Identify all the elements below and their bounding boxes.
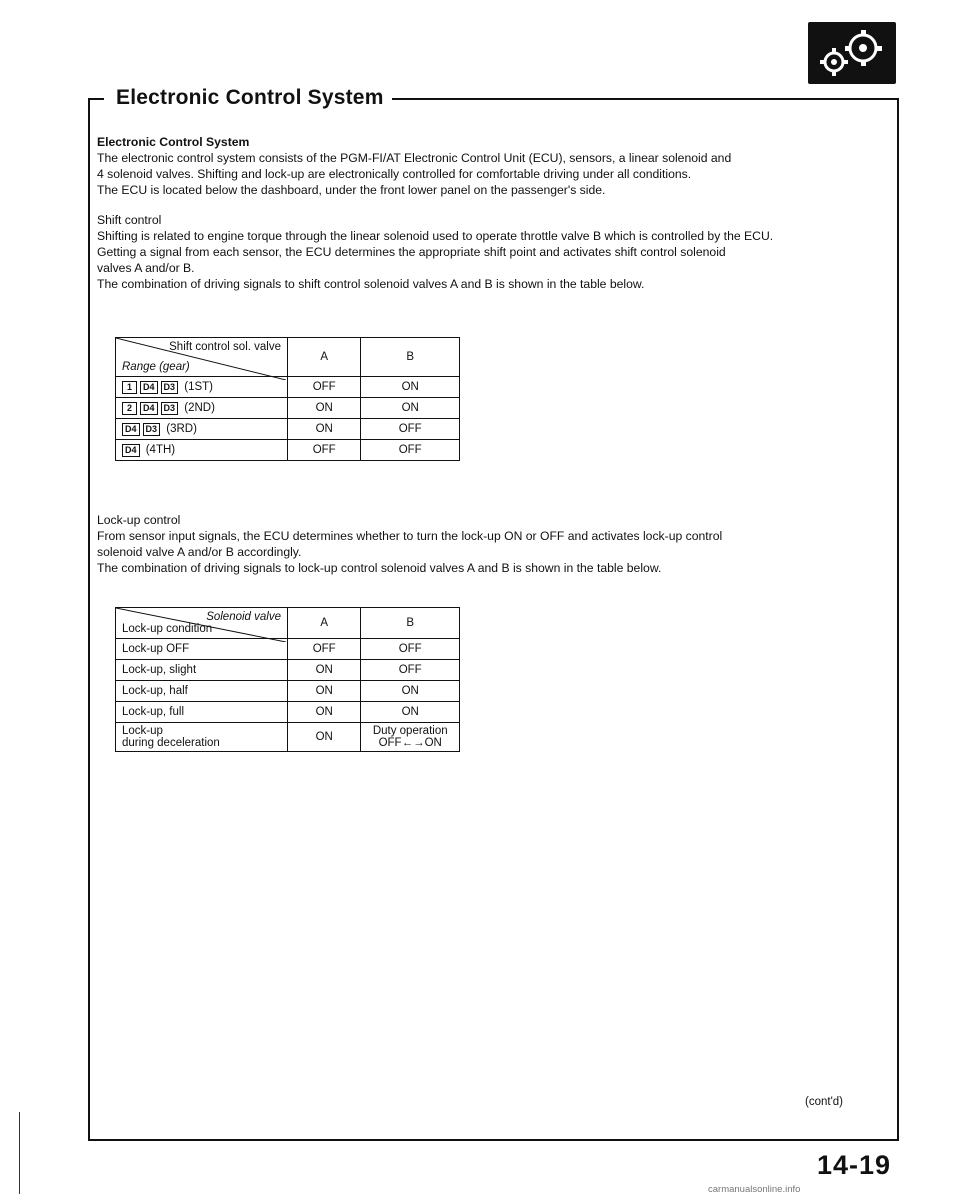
table-row xyxy=(116,398,460,419)
page-number: 14-19 xyxy=(817,1150,892,1180)
condition-cell: Lock-up, slight xyxy=(116,660,288,681)
table-row xyxy=(116,723,460,752)
value-b: OFF xyxy=(361,419,460,440)
table-row xyxy=(116,660,460,681)
range-cell xyxy=(116,419,288,440)
value-b: OFF xyxy=(361,440,460,461)
position-d3-icon: D3 xyxy=(143,423,161,436)
value-a: ON xyxy=(288,702,361,723)
value-b: OFF xyxy=(361,639,460,660)
column-header-a: A xyxy=(288,608,361,639)
margin-rule xyxy=(19,1112,20,1194)
position-d3-icon: D3 xyxy=(161,381,179,394)
lockup-table xyxy=(115,607,460,752)
condition-cell xyxy=(116,723,288,752)
position-1-icon: 1 xyxy=(122,381,137,394)
gear-label: (2ND) xyxy=(184,401,215,414)
gear-label: (3RD) xyxy=(166,422,197,435)
position-d4-icon: D4 xyxy=(122,423,140,436)
frame-line xyxy=(897,98,899,1140)
shift-control-line: Shifting is related to engine torque through the linear solenoid used to operate throttle valve B which is controlled by the ECU. xyxy=(97,229,774,243)
duty-line: OFF←→ON xyxy=(378,737,442,749)
frame-line xyxy=(88,1139,899,1141)
position-d4-icon: D4 xyxy=(140,402,158,415)
condition-line: during deceleration xyxy=(122,737,220,749)
shift-control-line: valves A and/or B. xyxy=(97,261,195,275)
condition-cell: Lock-up OFF xyxy=(116,639,288,660)
frame-line xyxy=(88,98,104,100)
range-cell xyxy=(116,440,288,461)
value-a: ON xyxy=(288,660,361,681)
table-header-row xyxy=(116,608,460,639)
table-row xyxy=(116,681,460,702)
value-a: ON xyxy=(288,723,361,752)
range-cell xyxy=(116,398,288,419)
gear-label: (1ST) xyxy=(184,380,213,393)
table-header-row xyxy=(116,338,460,377)
lockup-text xyxy=(97,512,887,576)
value-a: ON xyxy=(288,681,361,702)
table-row xyxy=(116,440,460,461)
shift-table xyxy=(115,337,460,461)
value-a: ON xyxy=(288,419,361,440)
column-header-b: B xyxy=(361,338,460,377)
value-b xyxy=(361,723,460,752)
gear-transmission-icon xyxy=(808,22,896,84)
position-d3-icon: D3 xyxy=(161,402,179,415)
value-a: OFF xyxy=(288,440,361,461)
diagonal-header-cell xyxy=(116,338,288,377)
table-row xyxy=(116,419,460,440)
column-header-a: A xyxy=(288,338,361,377)
intro-heading: Electronic Control System xyxy=(97,135,250,149)
lockup-line: solenoid valve A and/or B accordingly. xyxy=(97,545,302,559)
lockup-line: From sensor input signals, the ECU determines whether to turn the lock-up ON or OFF and activates lock-up control xyxy=(97,529,723,543)
value-a: OFF xyxy=(288,639,361,660)
diag-top-label: Shift control sol. valve xyxy=(169,341,281,353)
value-b: ON xyxy=(361,681,460,702)
value-b: ON xyxy=(361,377,460,398)
position-2-icon: 2 xyxy=(122,402,137,415)
intro-line: The electronic control system consists of the PGM-FI/AT Electronic Control Unit (ECU), sensors, a linear solenoid and xyxy=(97,151,732,165)
lockup-line: The combination of driving signals to lock-up control solenoid valves A and B is shown in the table below. xyxy=(97,561,662,575)
shift-control-line: Getting a signal from each sensor, the ECU determines the appropriate shift point and activates shift control solenoid xyxy=(97,245,726,259)
condition-cell: Lock-up, half xyxy=(116,681,288,702)
value-a: OFF xyxy=(288,377,361,398)
intro-line: The ECU is located below the dashboard, under the front lower panel on the passenger's side. xyxy=(97,183,606,197)
position-d4-icon: D4 xyxy=(122,444,140,457)
table-row xyxy=(116,702,460,723)
position-d4-icon: D4 xyxy=(140,381,158,394)
shift-control-heading: Shift control xyxy=(97,213,162,227)
diag-top-label: Solenoid valve xyxy=(206,611,281,623)
section-title: Electronic Control System xyxy=(108,86,392,110)
value-a: ON xyxy=(288,398,361,419)
intro-line: 4 solenoid valves. Shifting and lock-up are electronically controlled for comfortable driving under all conditions. xyxy=(97,167,692,181)
condition-cell: Lock-up, full xyxy=(116,702,288,723)
condition-line: Lock-up xyxy=(122,725,163,737)
diag-bottom-label: Lock-up condition xyxy=(122,623,213,635)
diag-bottom-label: Range (gear) xyxy=(122,361,190,373)
watermark: carmanualsonline.info xyxy=(708,1184,801,1195)
frame-line xyxy=(388,98,898,100)
lockup-heading: Lock-up control xyxy=(97,513,181,527)
body-text xyxy=(97,134,887,292)
frame-line xyxy=(88,98,90,1140)
continued-label: (cont'd) xyxy=(805,1096,843,1108)
duty-line: Duty operation xyxy=(372,725,448,737)
value-b: ON xyxy=(361,398,460,419)
gear-label: (4TH) xyxy=(145,443,176,456)
value-b: OFF xyxy=(361,660,460,681)
column-header-b: B xyxy=(361,608,460,639)
diagonal-header-cell xyxy=(116,608,288,639)
shift-control-line: The combination of driving signals to shift control solenoid valves A and B is shown in the table below. xyxy=(97,277,645,291)
value-b: ON xyxy=(361,702,460,723)
